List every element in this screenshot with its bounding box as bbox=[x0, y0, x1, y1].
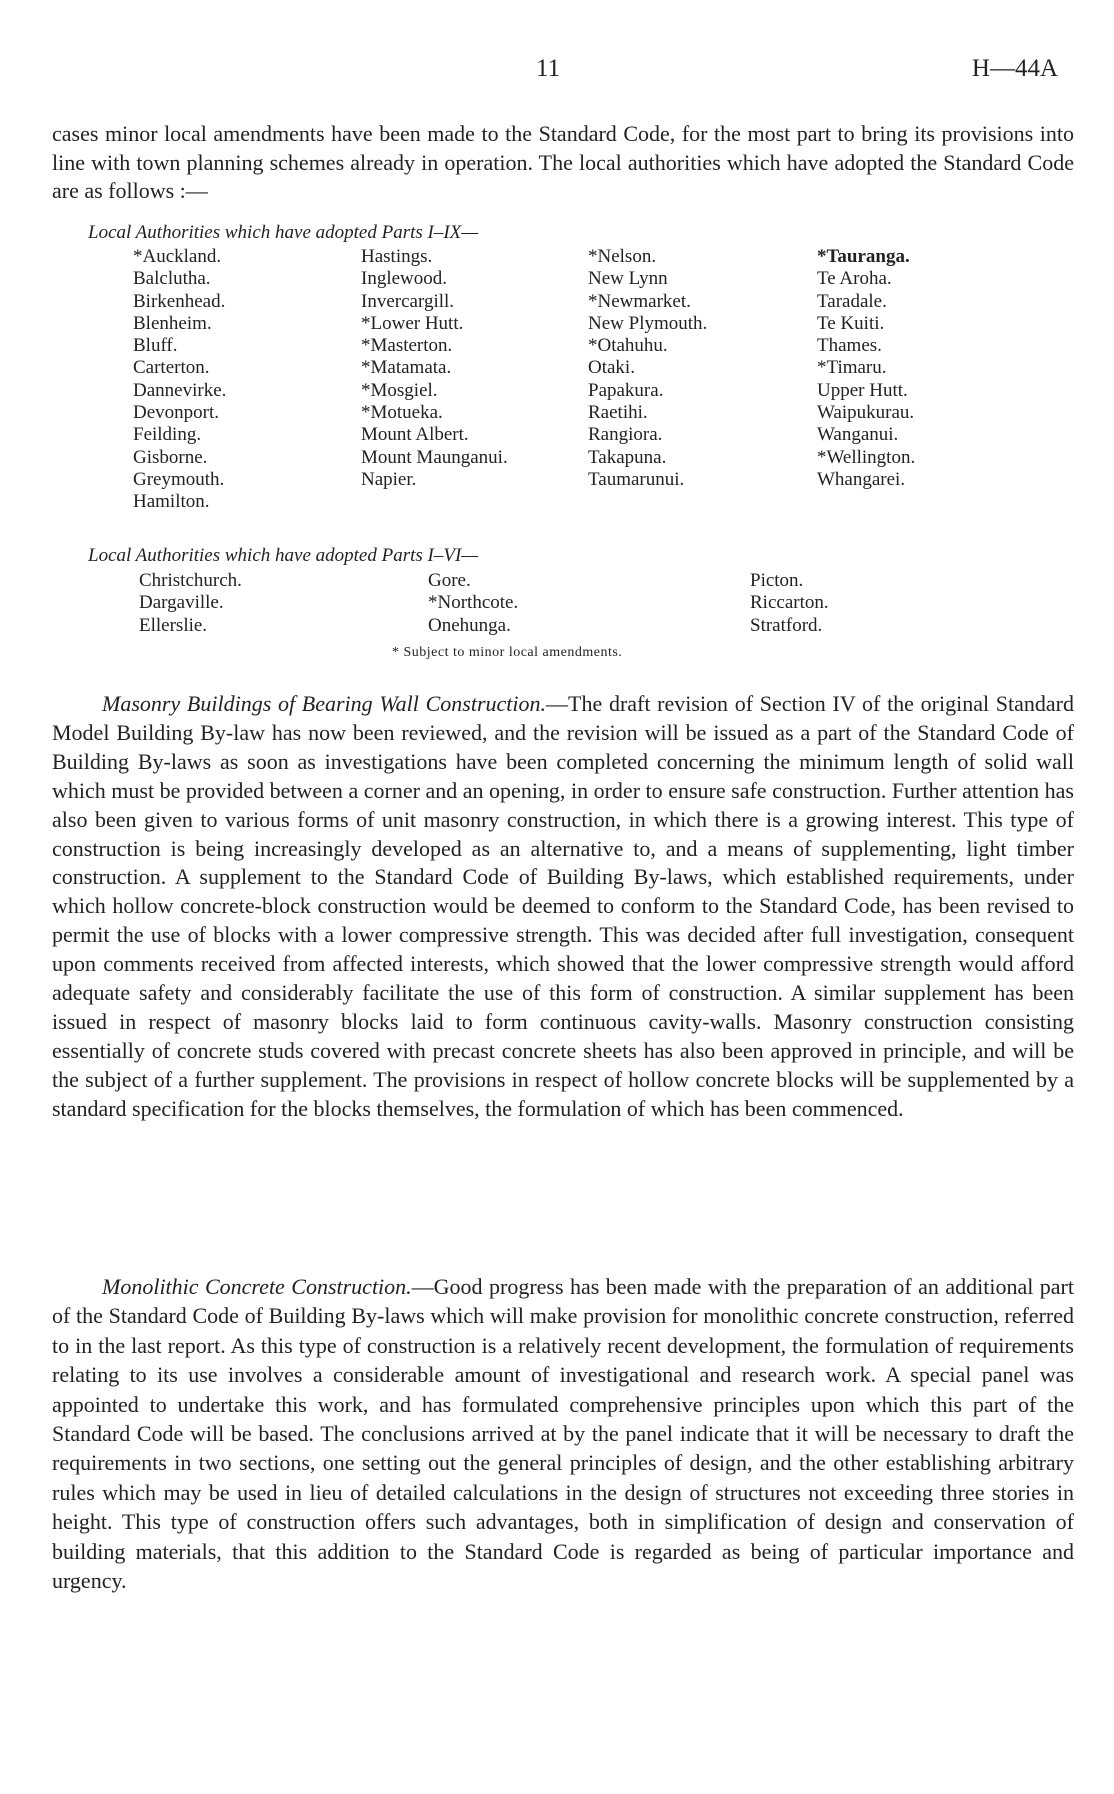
authority-name: Te Aroha. bbox=[817, 268, 892, 290]
parts-1-9-column-1 bbox=[133, 246, 226, 514]
authority-name: Blenheim. bbox=[133, 312, 212, 334]
authority-name: Takapuna. bbox=[588, 446, 667, 468]
authority-name: Whangarei. bbox=[817, 468, 906, 490]
authority-name: *Motueka. bbox=[361, 402, 443, 424]
parts-1-6-column-3 bbox=[750, 570, 829, 637]
authority-name: Feilding. bbox=[133, 424, 202, 446]
authority-name: *Mosgiel. bbox=[361, 379, 438, 401]
masonry-text: —The draft revision of Section IV of the original Standard Model Building By-law has now been reviewed, and the revision will be issued as a part of the Standard Code of Building By-laws as soon as investigations have been completed concerning the minimum length of solid wall which must be provided between a corner and an opening, in order to ensure safe construction. Further attention has also been given to various forms of unit masonry construction, in which there is a growing interest. This type of construction is being increasingly developed as an alternative to, and a means of supplementing, light timber construction. A supplement to the Standard Code of Building By-laws, which established requirements, under which hollow concrete-block construction would be deemed to conform to the Standard Code, has been revised to permit the use of blocks with a lower compressive strength. This was decided after full investigation, consequent upon comments received from affected interests, which showed that the lower compressive strength would afford adequate safety and considerably facilitate the use of this form of construction. A similar supplement has been issued in respect of masonry blocks laid to form continuous cavity-walls. Masonry construction consisting essentially of concrete studs covered with precast concrete sheets has also been approved in principle, and will be the subject of a further supplement. The provisions in respect of hollow concrete blocks will be supplemented by a standard specification for the blocks themselves, the formulation of which has been commenced. bbox=[52, 691, 1074, 1121]
authority-name: Dannevirke. bbox=[133, 379, 227, 401]
page-number: 11 bbox=[536, 55, 561, 82]
authority-name: Waipukurau. bbox=[817, 402, 915, 424]
authority-name: Rangiora. bbox=[588, 424, 663, 446]
authority-name: Ellerslie. bbox=[139, 614, 208, 636]
authority-name: *Wellington. bbox=[817, 446, 916, 468]
authority-name: *Northcote. bbox=[428, 592, 519, 614]
authority-name: *Otahuhu. bbox=[588, 335, 668, 357]
authority-name: Mount Maunganui. bbox=[361, 446, 508, 468]
authority-name: Otaki. bbox=[588, 357, 635, 379]
authority-name: Invercargill. bbox=[361, 290, 455, 312]
authority-name: Riccarton. bbox=[750, 592, 829, 614]
parts-1-9-column-3 bbox=[588, 246, 707, 491]
monolithic-paragraph bbox=[52, 1272, 1074, 1595]
authority-name: Devonport. bbox=[133, 402, 220, 424]
authority-name: Stratford. bbox=[750, 614, 823, 636]
parts-1-6-column-1 bbox=[139, 570, 242, 637]
authority-name: Onehunga. bbox=[428, 614, 511, 636]
authority-name: Picton. bbox=[750, 570, 804, 591]
authority-name: *Nelson. bbox=[588, 246, 657, 267]
authority-name: Balclutha. bbox=[133, 268, 211, 290]
authority-name: Raetihi. bbox=[588, 402, 648, 424]
footnote: * Subject to minor local amendments. bbox=[392, 645, 623, 660]
parts-1-9-column-2 bbox=[361, 246, 508, 491]
authority-name: Wanganui. bbox=[817, 424, 899, 446]
authority-name: New Plymouth. bbox=[588, 312, 708, 334]
authority-name: Gore. bbox=[428, 570, 471, 591]
authority-name: Taumarunui. bbox=[588, 468, 685, 490]
authority-name: Napier. bbox=[361, 468, 417, 490]
document-reference: H—44A bbox=[971, 55, 1058, 82]
parts-1-6-heading: Local Authorities which have adopted Parts I–VI— bbox=[88, 545, 479, 566]
authority-name: Birkenhead. bbox=[133, 290, 226, 312]
authority-name: Papakura. bbox=[588, 379, 664, 401]
page-header bbox=[0, 55, 1114, 89]
parts-1-9-heading: Local Authorities which have adopted Parts I–IX— bbox=[88, 222, 479, 243]
authority-name: *Matamata. bbox=[361, 357, 452, 379]
authority-name: Dargaville. bbox=[139, 592, 224, 614]
authority-name: Thames. bbox=[817, 335, 882, 357]
monolithic-title: Monolithic Concrete Construction. bbox=[102, 1274, 412, 1299]
authority-name: *Newmarket. bbox=[588, 290, 691, 312]
authority-name: Taradale. bbox=[817, 290, 887, 312]
intro-paragraph: cases minor local amendments have been made to the Standard Code, for the most part to bring its provisions into line with town planning schemes already in operation. The local authorities which have adopted the Standard Code are as follows :— bbox=[52, 121, 1074, 204]
masonry-paragraph bbox=[52, 690, 1074, 1124]
authority-name: Hamilton. bbox=[133, 491, 210, 513]
authority-name: New Lynn bbox=[588, 268, 668, 290]
authority-name: Mount Albert. bbox=[361, 424, 469, 446]
authority-name: *Tauranga. bbox=[817, 246, 910, 267]
authority-name: *Auckland. bbox=[133, 246, 222, 267]
parts-1-9-column-4 bbox=[817, 246, 915, 491]
authority-name: Bluff. bbox=[133, 335, 178, 357]
authority-name: Greymouth. bbox=[133, 468, 225, 490]
authority-name: Upper Hutt. bbox=[817, 379, 908, 401]
monolithic-text: —Good progress has been made with the preparation of an additional part of the Standard Code of Building By-laws which will make provision for monolithic concrete construction, referred to in the last report. As this type of construction is a relatively recent development, the formulation of requirements relating to its use involves a considerable amount of investigational and research work. A special panel was appointed to undertake this work, and has formulated comprehensive principles upon which this part of the Standard Code will be based. The conclusions arrived at by the panel indicate that it will be necessary to draft the requirements in two sections, one setting out the general principles of design, and the other establishing arbitrary rules which may be used in lieu of detailed calculations in the design of structures not exceeding three stories in height. This type of construction offers such advantages, both in simplification of design and conservation of building materials, that this addition to the Standard Code is regarded as being of particular importance and urgency. bbox=[52, 1274, 1075, 1594]
parts-1-6-column-2 bbox=[428, 570, 518, 637]
authority-name: Te Kuiti. bbox=[817, 312, 885, 334]
authority-name: Carterton. bbox=[133, 357, 210, 379]
authority-name: Inglewood. bbox=[361, 268, 448, 290]
authority-name: *Lower Hutt. bbox=[361, 312, 464, 334]
authority-name: Hastings. bbox=[361, 246, 433, 267]
authority-name: Gisborne. bbox=[133, 446, 208, 468]
masonry-title: Masonry Buildings of Bearing Wall Construction. bbox=[102, 691, 547, 716]
authority-name: Christchurch. bbox=[139, 570, 242, 591]
authority-name: *Masterton. bbox=[361, 335, 453, 357]
authority-name: *Timaru. bbox=[817, 357, 887, 379]
